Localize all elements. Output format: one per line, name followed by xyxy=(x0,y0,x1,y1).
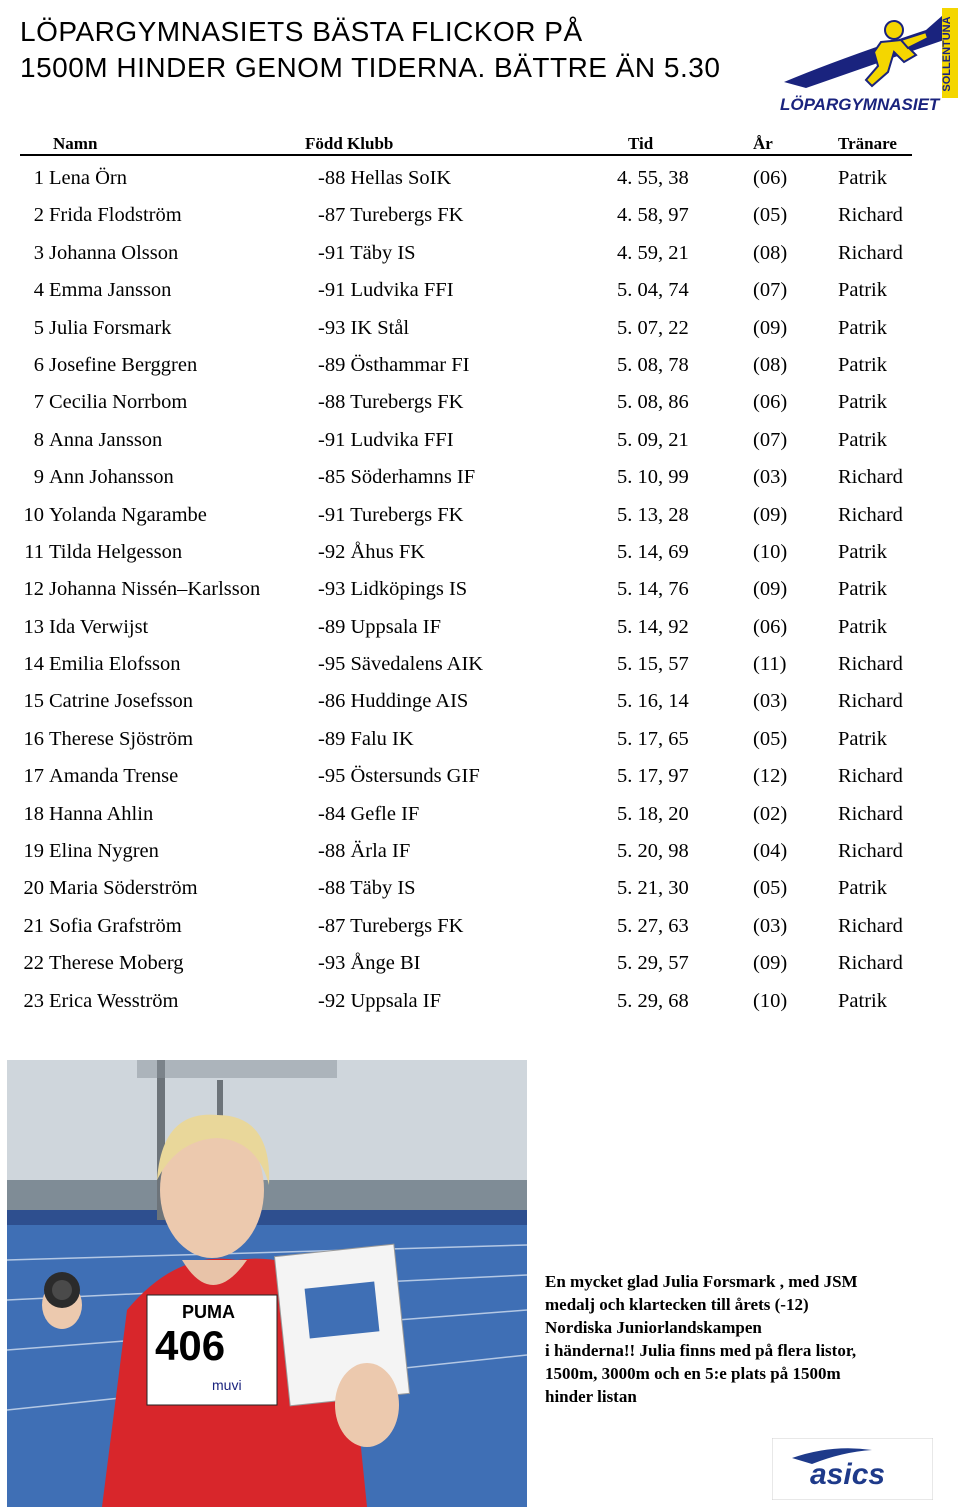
athlete-name: Erica Wesström xyxy=(49,989,179,1012)
table-row xyxy=(0,945,960,982)
born-club: -85 Söderhamns IF xyxy=(318,466,476,489)
year: (10) xyxy=(753,989,788,1012)
logo-text: LÖPARGYMNASIET xyxy=(780,95,940,114)
table-row xyxy=(0,347,960,384)
rank: 10 xyxy=(23,503,44,526)
year: (10) xyxy=(753,540,788,563)
year: (03) xyxy=(753,466,788,489)
time: 4. 59, 21 xyxy=(617,241,689,264)
table-row xyxy=(0,646,960,683)
born-club: -92 Åhus FK xyxy=(318,540,426,563)
coach: Patrik xyxy=(838,727,887,750)
table-row xyxy=(0,683,960,720)
table-row xyxy=(0,983,960,1020)
rank: 20 xyxy=(23,877,44,900)
born-club: -93 IK Stål xyxy=(318,316,410,339)
rank: 2 xyxy=(33,204,44,227)
table-row xyxy=(0,497,960,534)
time: 4. 55, 38 xyxy=(617,167,689,189)
year: (09) xyxy=(753,316,788,339)
time: 5. 07, 22 xyxy=(617,316,689,339)
table-row xyxy=(0,197,960,234)
table-row xyxy=(0,908,960,945)
time: 5. 15, 57 xyxy=(617,653,689,676)
athlete-name: Sofia Grafström xyxy=(49,914,182,937)
table-row xyxy=(0,571,960,608)
born-club: -88 Ärla IF xyxy=(318,840,411,863)
table-row xyxy=(0,384,960,421)
table-row xyxy=(0,609,960,646)
rank: 13 xyxy=(23,615,44,638)
title-line-1: LÖPARGYMNASIETS BÄSTA FLICKOR PÅ xyxy=(20,16,583,47)
coach: Richard xyxy=(838,653,903,676)
table-row xyxy=(0,235,960,272)
rank: 4 xyxy=(33,279,44,302)
rank: 9 xyxy=(33,466,44,489)
time: 5. 14, 92 xyxy=(617,615,689,638)
year: (04) xyxy=(753,840,788,863)
time: 5. 20, 98 xyxy=(617,840,689,863)
header-name: Namn xyxy=(53,134,98,153)
athlete-photo xyxy=(7,1060,527,1507)
time: 5. 04, 74 xyxy=(617,279,689,302)
born-club: -89 Uppsala IF xyxy=(318,615,441,638)
year: (05) xyxy=(753,204,788,227)
athlete-name: Therese Sjöström xyxy=(49,727,194,750)
coach: Richard xyxy=(838,952,903,975)
year: (12) xyxy=(753,765,788,788)
born-club: -91 Turebergs FK xyxy=(318,503,464,526)
coach: Patrik xyxy=(838,279,887,302)
time: 5. 16, 14 xyxy=(617,690,689,713)
born-club: -95 Sävedalens AIK xyxy=(318,653,484,676)
caption-line-2: medalj och klartecken till årets (-12) xyxy=(545,1295,809,1314)
coach: Patrik xyxy=(838,167,887,189)
rank: 5 xyxy=(33,316,44,339)
rank: 23 xyxy=(23,989,44,1012)
year: (09) xyxy=(753,578,788,601)
coach: Patrik xyxy=(838,353,887,376)
bib-brand: PUMA xyxy=(182,1302,235,1322)
time: 5. 14, 76 xyxy=(617,578,689,601)
caption-line-5: 1500m, 3000m och en 5:e plats på 1500m xyxy=(545,1364,841,1383)
bib-sponsor: muvi xyxy=(212,1377,242,1393)
caption-line-1: En mycket glad Julia Forsmark , med JSM xyxy=(545,1272,858,1291)
lopargymnasiet-logo xyxy=(776,0,960,118)
caption-line-4: i händerna!! Julia finns med på flera listor, xyxy=(545,1341,857,1360)
coach: Richard xyxy=(838,503,903,526)
table-row xyxy=(0,796,960,833)
coach: Richard xyxy=(838,241,903,264)
coach: Patrik xyxy=(838,877,887,900)
coach: Patrik xyxy=(838,578,887,601)
table-row xyxy=(0,721,960,758)
time: 5. 10, 99 xyxy=(617,466,689,489)
athlete-name: Emma Jansson xyxy=(49,279,172,302)
rank: 22 xyxy=(23,952,44,975)
athlete-name: Josefine Berggren xyxy=(49,353,198,376)
year: (06) xyxy=(753,615,788,638)
born-club: -93 Lidköpings IS xyxy=(318,578,468,601)
rank: 8 xyxy=(33,428,44,451)
time: 5. 17, 97 xyxy=(617,765,689,788)
bib-number: 406 xyxy=(155,1322,226,1369)
rank: 3 xyxy=(33,241,44,264)
table-row xyxy=(0,833,960,870)
time: 4. 58, 97 xyxy=(617,204,689,227)
rank: 6 xyxy=(33,353,44,376)
born-club: -88 Täby IS xyxy=(318,877,416,900)
born-club: -86 Huddinge AIS xyxy=(318,690,469,713)
time: 5. 21, 30 xyxy=(617,877,689,900)
year: (03) xyxy=(753,690,788,713)
athlete-name: Therese Moberg xyxy=(49,952,184,975)
year: (09) xyxy=(753,503,788,526)
athlete-name: Cecilia Norrbom xyxy=(49,391,188,414)
time: 5. 14, 69 xyxy=(617,540,689,563)
athlete-name: Julia Forsmark xyxy=(49,316,172,339)
time: 5. 08, 78 xyxy=(617,353,689,376)
athlete-name: Ann Johansson xyxy=(49,466,174,489)
athlete-name: Frida Flodström xyxy=(49,204,182,227)
year: (08) xyxy=(753,353,788,376)
athlete-name: Emilia Elofsson xyxy=(49,653,181,676)
rank: 11 xyxy=(24,540,44,563)
born-club: -89 Östhammar FI xyxy=(318,353,470,376)
coach: Richard xyxy=(838,466,903,489)
born-club: -92 Uppsala IF xyxy=(318,989,441,1012)
time: 5. 09, 21 xyxy=(617,428,689,451)
time: 5. 27, 63 xyxy=(617,914,689,937)
table-row xyxy=(0,534,960,571)
year: (09) xyxy=(753,952,788,975)
time: 5. 08, 86 xyxy=(617,391,689,414)
table-row xyxy=(0,459,960,496)
born-club: -91 Ludvika FFI xyxy=(318,428,454,451)
table-row xyxy=(0,422,960,459)
rank: 21 xyxy=(23,914,44,937)
athlete-name: Amanda Trense xyxy=(49,765,179,788)
time: 5. 29, 57 xyxy=(617,952,689,975)
born-club: -93 Ånge BI xyxy=(318,952,421,975)
coach: Patrik xyxy=(838,428,887,451)
coach: Richard xyxy=(838,690,903,713)
asics-logo xyxy=(772,1438,933,1500)
athlete-name: Johanna Olsson xyxy=(49,241,179,264)
year: (05) xyxy=(753,727,788,750)
rank: 19 xyxy=(23,840,44,863)
coach: Patrik xyxy=(838,615,887,638)
caption-line-3: Nordiska Juniorlandskampen xyxy=(545,1318,762,1337)
born-club: -91 Täby IS xyxy=(318,241,416,264)
born-club: -91 Ludvika FFI xyxy=(318,279,454,302)
photo-caption xyxy=(545,1270,923,1408)
header-time: Tid xyxy=(628,134,654,153)
athlete-name: Lena Örn xyxy=(49,167,127,189)
time: 5. 29, 68 xyxy=(617,989,689,1012)
born-club: -88 Turebergs FK xyxy=(318,391,464,414)
athlete-name: Tilda Helgesson xyxy=(49,540,183,563)
results-table xyxy=(0,160,960,1020)
coach: Patrik xyxy=(838,540,887,563)
table-row xyxy=(0,758,960,795)
athlete-name: Yolanda Ngarambe xyxy=(49,503,207,526)
rank: 18 xyxy=(23,802,44,825)
born-club: -84 Gefle IF xyxy=(318,802,420,825)
year: (07) xyxy=(753,428,788,451)
year: (03) xyxy=(753,914,788,937)
logo-side-text: SOLLENTUNA xyxy=(941,16,953,92)
born-club: -95 Östersunds GIF xyxy=(318,765,480,788)
year: (05) xyxy=(753,877,788,900)
time: 5. 18, 20 xyxy=(617,802,689,825)
rank: 7 xyxy=(33,391,44,414)
coach: Patrik xyxy=(838,316,887,339)
time: 5. 13, 28 xyxy=(617,503,689,526)
athlete-name: Anna Jansson xyxy=(49,428,163,451)
table-row xyxy=(0,160,960,197)
time: 5. 17, 65 xyxy=(617,727,689,750)
athlete-name: Catrine Josefsson xyxy=(49,690,194,713)
born-club: -88 Hellas SoIK xyxy=(318,167,452,189)
coach: Richard xyxy=(838,840,903,863)
athlete-name: Ida Verwijst xyxy=(49,615,149,638)
rank: 15 xyxy=(23,690,44,713)
table-row xyxy=(0,310,960,347)
coach: Richard xyxy=(838,914,903,937)
table-row xyxy=(0,870,960,907)
header-born-club: Född Klubb xyxy=(305,134,394,153)
year: (08) xyxy=(753,241,788,264)
title-line-2: 1500M HINDER GENOM TIDERNA. BÄTTRE ÄN 5.30 xyxy=(20,52,721,83)
rank: 17 xyxy=(23,765,44,788)
athlete-name: Elina Nygren xyxy=(49,840,159,863)
coach: Richard xyxy=(838,802,903,825)
born-club: -87 Turebergs FK xyxy=(318,204,464,227)
coach: Patrik xyxy=(838,989,887,1012)
header-year: År xyxy=(753,134,773,153)
rank: 16 xyxy=(23,727,44,750)
coach: Patrik xyxy=(838,391,887,414)
year: (11) xyxy=(753,653,787,676)
athlete-name: Maria Söderström xyxy=(49,877,198,900)
header-coach: Tränare xyxy=(838,134,897,153)
coach: Richard xyxy=(838,204,903,227)
rank: 12 xyxy=(23,578,44,601)
year: (06) xyxy=(753,391,788,414)
asics-text: asics xyxy=(810,1458,886,1491)
born-club: -87 Turebergs FK xyxy=(318,914,464,937)
athlete-name: Johanna Nissén–Karlsson xyxy=(49,578,261,601)
table-row xyxy=(0,272,960,309)
athlete-name: Hanna Ahlin xyxy=(49,802,154,825)
year: (07) xyxy=(753,279,788,302)
page-title xyxy=(20,14,720,86)
year: (06) xyxy=(753,167,788,189)
coach: Richard xyxy=(838,765,903,788)
rank: 14 xyxy=(23,653,44,676)
born-club: -89 Falu IK xyxy=(318,727,414,750)
year: (02) xyxy=(753,802,788,825)
rank: 1 xyxy=(33,167,44,189)
table-header xyxy=(20,132,912,156)
caption-line-6: hinder listan xyxy=(545,1387,637,1406)
